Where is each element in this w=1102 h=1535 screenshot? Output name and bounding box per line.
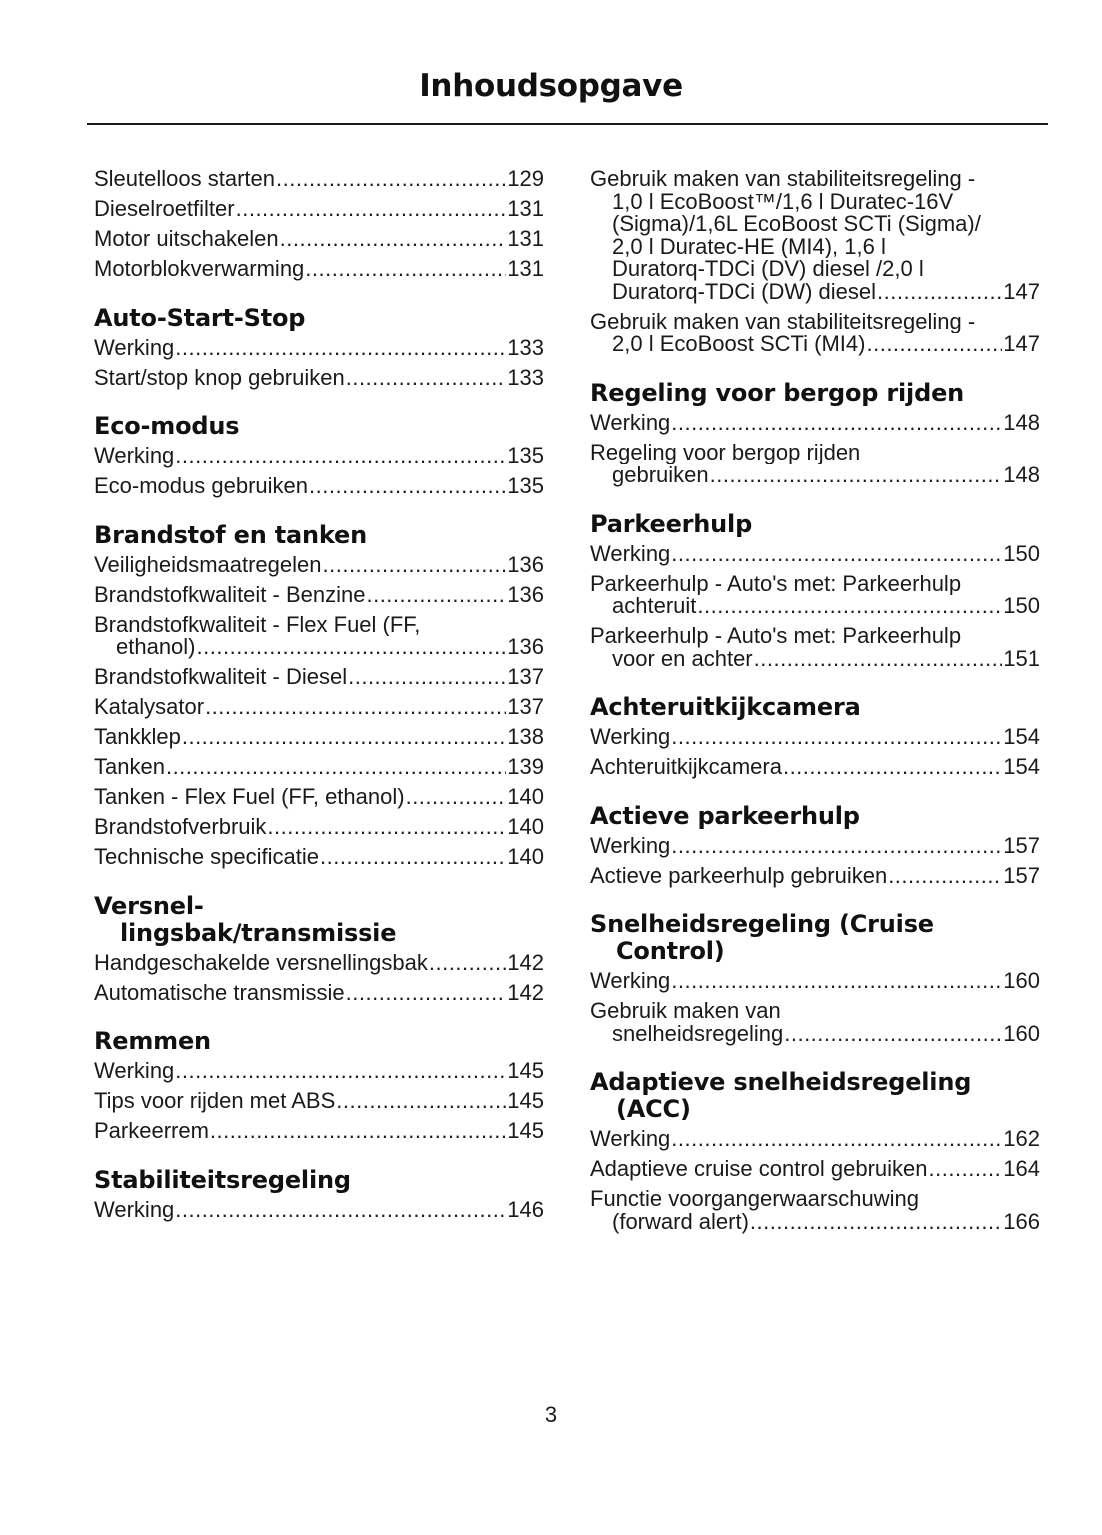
toc-entry-leader-line bbox=[94, 1196, 544, 1222]
toc-entry-leader-line bbox=[94, 1060, 544, 1083]
toc-entry-text: Actieve parkeerhulp gebruiken bbox=[590, 862, 888, 888]
toc-entry[interactable] bbox=[590, 862, 1040, 888]
toc-entry-leader-line bbox=[590, 1208, 1040, 1234]
toc-entry[interactable] bbox=[94, 786, 544, 809]
toc-entry[interactable] bbox=[590, 832, 1040, 858]
toc-entry-text: Werking bbox=[590, 540, 671, 566]
toc-entry-text: Werking bbox=[590, 1126, 671, 1151]
toc-entry-leader-line bbox=[590, 595, 1040, 618]
toc-entry-text: ethanol) bbox=[116, 634, 196, 659]
toc-entry[interactable] bbox=[590, 1000, 1040, 1045]
toc-entry-page-number: 142 bbox=[507, 979, 544, 1005]
toc-entry-text: Brandstofkwaliteit - Benzine bbox=[94, 581, 366, 607]
dot-leader bbox=[710, 464, 1003, 487]
toc-entry-page-number: 147 bbox=[1003, 278, 1040, 304]
toc-section-achteruitkijkcamera bbox=[590, 694, 1040, 779]
toc-section-parkeerhulp bbox=[590, 511, 1040, 671]
toc-section-adaptieve-snelheidsregeling-acc bbox=[590, 1069, 1040, 1233]
dot-leader bbox=[429, 952, 506, 975]
dot-leader bbox=[671, 1128, 1002, 1151]
toc-entry-text: Katalysator bbox=[94, 694, 205, 719]
toc-entry-text: Werking bbox=[590, 968, 671, 993]
toc-entry-leader-line bbox=[94, 364, 544, 390]
toc-entry-page-number: 147 bbox=[1003, 331, 1040, 356]
toc-entry-leader-line bbox=[94, 726, 544, 749]
toc-entry-leader-line bbox=[94, 786, 544, 809]
toc-entry-text: Veiligheidsmaatregelen bbox=[94, 551, 322, 577]
dot-leader bbox=[697, 595, 1002, 618]
dot-leader bbox=[783, 756, 1002, 779]
toc-entry-text: Eco-modus gebruiken bbox=[94, 473, 309, 498]
toc-section-regeling-voor-bergop-rijden bbox=[590, 380, 1040, 487]
toc-section-stabiliteitsregeling bbox=[94, 1167, 544, 1222]
dot-leader bbox=[671, 835, 1002, 858]
dot-leader bbox=[866, 333, 1002, 356]
toc-entry[interactable] bbox=[590, 1128, 1040, 1151]
toc-entry-leader-line bbox=[94, 198, 544, 221]
toc-entry-leader-line bbox=[94, 1120, 544, 1143]
toc-entry-page-number: 145 bbox=[507, 1118, 544, 1143]
dot-leader bbox=[309, 475, 506, 498]
toc-entry[interactable] bbox=[590, 726, 1040, 749]
dot-leader bbox=[166, 756, 506, 779]
toc-entry-leader-line bbox=[94, 636, 544, 659]
toc-entry[interactable] bbox=[94, 258, 544, 281]
toc-entry-text: Tanken bbox=[94, 754, 165, 779]
toc-entry-text: Brandstofkwaliteit - Flex Fuel (FF, bbox=[94, 613, 421, 636]
section-heading bbox=[94, 305, 544, 332]
dot-leader bbox=[175, 1199, 506, 1222]
toc-entry-text: Tankklep bbox=[94, 724, 181, 749]
section-heading-line: Brandstof en tanken bbox=[94, 520, 367, 549]
toc-entry-page-number: 140 bbox=[507, 814, 544, 839]
section-heading bbox=[590, 380, 1040, 407]
toc-entry-text: 2,0 l Duratec-HE (MI4), 1,6 l bbox=[612, 235, 886, 258]
section-heading-line: Snelheidsregeling (Cruise bbox=[590, 910, 934, 938]
section-heading-line: Eco-modus bbox=[94, 412, 240, 440]
toc-entry-page-number: 133 bbox=[507, 334, 544, 360]
dot-leader bbox=[750, 1211, 1002, 1234]
toc-entry-page-number: 154 bbox=[1003, 724, 1040, 749]
toc-entry-text: 1,0 l EcoBoost™/1,6 l Duratec-16V bbox=[612, 190, 954, 213]
toc-entry-leader-line bbox=[590, 1020, 1040, 1046]
toc-entry-leader-line bbox=[590, 756, 1040, 779]
toc-entry-text: Brandstofverbruik bbox=[94, 814, 267, 839]
toc-entry-text: voor en achter bbox=[612, 645, 753, 671]
toc-entry-text: Regeling voor bergop rijden bbox=[590, 441, 861, 464]
toc-section-actieve-parkeerhulp bbox=[590, 803, 1040, 888]
toc-entry-page-number: 135 bbox=[507, 473, 544, 498]
dot-leader bbox=[267, 816, 506, 839]
dot-leader bbox=[406, 786, 507, 809]
toc-entry[interactable] bbox=[94, 198, 544, 221]
toc-entry[interactable] bbox=[94, 756, 544, 779]
toc-entry-page-number: 139 bbox=[507, 754, 544, 779]
dot-leader bbox=[877, 281, 1002, 304]
toc-entry-page-number: 131 bbox=[507, 256, 544, 281]
toc-entry[interactable] bbox=[94, 696, 544, 719]
section-heading-line: Versnel- bbox=[94, 891, 204, 920]
dot-leader bbox=[348, 666, 506, 689]
toc-entry-text: Werking bbox=[94, 334, 175, 360]
toc-entry-page-number: 154 bbox=[1003, 754, 1040, 779]
toc-entry-page-number: 160 bbox=[1003, 1020, 1040, 1046]
toc-entry[interactable] bbox=[590, 970, 1040, 993]
section-heading bbox=[590, 803, 1040, 830]
toc-entry-text: Werking bbox=[590, 409, 671, 435]
section-heading-line: Remmen bbox=[94, 1027, 211, 1055]
toc-entry[interactable] bbox=[590, 573, 1040, 618]
dot-leader bbox=[236, 198, 507, 221]
toc-entry-page-number: 140 bbox=[507, 844, 544, 869]
toc-entry-leader-line bbox=[590, 409, 1040, 435]
section-heading-line: lingsbak/transmissie bbox=[120, 918, 397, 947]
toc-entry-leader-line bbox=[590, 1128, 1040, 1151]
toc-entry-text: Tanken - Flex Fuel (FF, ethanol) bbox=[94, 784, 405, 809]
dot-leader bbox=[671, 543, 1002, 566]
toc-entry[interactable] bbox=[590, 756, 1040, 779]
toc-entry-leader-line bbox=[94, 1090, 544, 1113]
toc-section-auto-start-stop bbox=[94, 305, 544, 390]
toc-section-intro bbox=[94, 168, 544, 281]
toc-entry[interactable] bbox=[94, 666, 544, 689]
section-heading bbox=[94, 413, 544, 440]
toc-entry-text: Dieselroetfilter bbox=[94, 196, 235, 221]
toc-entry-leader-line bbox=[590, 1158, 1040, 1181]
toc-entry[interactable] bbox=[590, 442, 1040, 487]
section-heading-line: (ACC) bbox=[616, 1095, 691, 1123]
toc-entry-text: Functie voorgangerwaarschuwing bbox=[590, 1188, 919, 1211]
toc-entry[interactable] bbox=[94, 445, 544, 468]
dot-leader bbox=[336, 1090, 506, 1113]
toc-entry[interactable] bbox=[94, 1090, 544, 1113]
toc-entry[interactable] bbox=[590, 168, 1040, 303]
toc-entry-leader-line bbox=[590, 464, 1040, 487]
section-heading-line: Actieve parkeerhulp bbox=[590, 801, 860, 830]
toc-entry[interactable] bbox=[94, 228, 544, 251]
toc-entry-leader-line bbox=[94, 979, 544, 1005]
toc-entry-page-number: 137 bbox=[507, 694, 544, 719]
toc-entry[interactable] bbox=[94, 551, 544, 577]
toc-entry-page-number: 136 bbox=[507, 551, 544, 577]
section-heading-line: Stabiliteitsregeling bbox=[94, 1165, 351, 1194]
toc-entry-text: snelheidsregeling bbox=[612, 1020, 784, 1046]
toc-entry-text: Tips voor rijden met ABS bbox=[94, 1088, 336, 1113]
toc-entry[interactable] bbox=[94, 1120, 544, 1143]
toc-entry-page-number: 146 bbox=[507, 1196, 544, 1222]
toc-entry-text: Werking bbox=[94, 1196, 175, 1222]
toc-entry-leader-line bbox=[94, 475, 544, 498]
dot-leader bbox=[671, 412, 1002, 435]
toc-entry-leader-line bbox=[590, 278, 1040, 304]
toc-entry-page-number: 145 bbox=[507, 1058, 544, 1083]
dot-leader bbox=[182, 726, 506, 749]
dot-leader bbox=[929, 1158, 1003, 1181]
toc-entry[interactable] bbox=[94, 1060, 544, 1083]
toc-left-column bbox=[94, 168, 544, 1245]
toc-entry-page-number: 157 bbox=[1003, 832, 1040, 858]
toc-entry[interactable] bbox=[94, 364, 544, 390]
toc-entry-text: Automatische transmissie bbox=[94, 979, 345, 1005]
toc-entry-page-number: 162 bbox=[1003, 1126, 1040, 1151]
dot-leader bbox=[210, 1120, 506, 1143]
toc-entry-page-number: 136 bbox=[507, 581, 544, 607]
toc-entry[interactable] bbox=[94, 475, 544, 498]
section-heading-line: Auto-Start-Stop bbox=[94, 303, 306, 332]
toc-entry-text: Start/stop knop gebruiken bbox=[94, 364, 345, 390]
toc-entry[interactable] bbox=[94, 614, 544, 659]
section-heading-line: Control) bbox=[616, 937, 725, 965]
toc-entry[interactable] bbox=[94, 726, 544, 749]
toc-entry[interactable] bbox=[94, 816, 544, 839]
dot-leader bbox=[346, 982, 507, 1005]
section-heading bbox=[590, 1069, 1040, 1123]
toc-entry-leader-line bbox=[94, 258, 544, 281]
toc-entry-text: gebruiken bbox=[612, 462, 709, 487]
toc-entry-text: Motorblokverwarming bbox=[94, 256, 305, 281]
toc-entry-text: Adaptieve cruise control gebruiken bbox=[590, 1156, 928, 1181]
toc-entry-text: Duratorq-TDCi (DV) diesel /2,0 l bbox=[612, 258, 924, 281]
toc-entry-leader-line bbox=[590, 862, 1040, 888]
dot-leader bbox=[280, 228, 507, 251]
toc-entry-page-number: 157 bbox=[1003, 862, 1040, 888]
section-heading bbox=[94, 1167, 544, 1194]
toc-entry-text: Gebruik maken van stabiliteitsregeling - bbox=[590, 310, 976, 333]
toc-entry-text: Parkeerhulp - Auto's met: Parkeerhulp bbox=[590, 625, 962, 648]
toc-entry[interactable] bbox=[590, 311, 1040, 356]
toc-entry-text: Brandstofkwaliteit - Diesel bbox=[94, 664, 348, 689]
toc-entry-page-number: 131 bbox=[507, 226, 544, 251]
page-number: 3 bbox=[544, 1402, 558, 1427]
toc-section-eco-modus bbox=[94, 413, 544, 498]
section-heading bbox=[94, 522, 544, 549]
toc-entry-page-number: 148 bbox=[1003, 409, 1040, 435]
dot-leader bbox=[276, 168, 506, 191]
dot-leader bbox=[346, 367, 507, 390]
toc-entry-leader-line bbox=[94, 666, 544, 689]
section-heading-line: Achteruitkijkcamera bbox=[590, 693, 861, 721]
toc-entry-page-number: 142 bbox=[507, 949, 544, 975]
toc-entry-text: Achteruitkijkcamera bbox=[590, 754, 782, 779]
toc-entry[interactable] bbox=[590, 409, 1040, 435]
toc-entry-leader-line bbox=[94, 696, 544, 719]
toc-entry-page-number: 138 bbox=[507, 724, 544, 749]
toc-entry[interactable] bbox=[590, 1158, 1040, 1181]
section-heading bbox=[590, 694, 1040, 721]
toc-entry-text: Werking bbox=[590, 724, 671, 749]
toc-entry-text: Technische specificatie bbox=[94, 844, 320, 869]
toc-entry[interactable] bbox=[94, 1196, 544, 1222]
toc-entry-page-number: 137 bbox=[507, 664, 544, 689]
toc-entry[interactable] bbox=[94, 334, 544, 360]
toc-section-versnel-lingsbak-transmissie bbox=[94, 893, 544, 1005]
section-heading-line: Adaptieve snelheidsregeling bbox=[590, 1068, 972, 1096]
toc-entry-text: Sleutelloos starten bbox=[94, 166, 275, 191]
toc-entry-text: Werking bbox=[94, 443, 175, 468]
toc-entry-page-number: 129 bbox=[507, 166, 544, 191]
toc-right-column bbox=[590, 168, 1040, 1257]
section-heading bbox=[590, 911, 1040, 965]
toc-entry[interactable] bbox=[94, 949, 544, 975]
dot-leader bbox=[197, 636, 507, 659]
toc-entry-leader-line bbox=[94, 551, 544, 577]
toc-entry-leader-line bbox=[94, 334, 544, 360]
toc-entry-page-number: 166 bbox=[1003, 1208, 1040, 1234]
toc-entry-text: Gebruik maken van bbox=[590, 1000, 781, 1023]
toc-entry-leader-line bbox=[590, 832, 1040, 858]
toc-section-remmen bbox=[94, 1028, 544, 1143]
toc-entry-leader-line bbox=[94, 756, 544, 779]
dot-leader bbox=[305, 258, 506, 281]
toc-entry-text: achteruit bbox=[612, 593, 697, 618]
toc-entry-text: (forward alert) bbox=[612, 1208, 749, 1234]
toc-entry-text: Handgeschakelde versnellingsbak bbox=[94, 949, 428, 975]
toc-entry-leader-line bbox=[590, 333, 1040, 356]
toc-entry-page-number: 135 bbox=[507, 443, 544, 468]
dot-leader bbox=[323, 554, 507, 577]
dot-leader bbox=[175, 337, 506, 360]
dot-leader bbox=[671, 726, 1002, 749]
toc-section-snelheidsregeling-cruise-control bbox=[590, 911, 1040, 1045]
toc-entry-page-number: 160 bbox=[1003, 968, 1040, 993]
toc-entry-leader-line bbox=[94, 846, 544, 869]
section-heading-line: Regeling voor bergop rijden bbox=[590, 378, 965, 407]
section-heading bbox=[94, 893, 544, 947]
toc-entry-leader-line bbox=[94, 949, 544, 975]
toc-entry-leader-line bbox=[94, 816, 544, 839]
toc-entry-text: Werking bbox=[94, 1058, 175, 1083]
dot-leader bbox=[205, 696, 506, 719]
toc-entry-page-number: 131 bbox=[507, 196, 544, 221]
toc-entry[interactable] bbox=[590, 1188, 1040, 1233]
dot-leader bbox=[754, 648, 1003, 671]
toc-entry-page-number: 164 bbox=[1003, 1156, 1040, 1181]
toc-entry-text: Gebruik maken van stabiliteitsregeling - bbox=[590, 168, 976, 191]
toc-entry[interactable] bbox=[94, 846, 544, 869]
toc-entry-page-number: 133 bbox=[507, 364, 544, 390]
toc-entry-page-number: 150 bbox=[1003, 540, 1040, 566]
section-heading-line: Parkeerhulp bbox=[590, 509, 753, 538]
toc-entry-text: (Sigma)/1,6L EcoBoost SCTi (Sigma)/ bbox=[612, 213, 981, 236]
toc-entry-leader-line bbox=[94, 445, 544, 468]
toc-entry-text: Motor uitschakelen bbox=[94, 226, 279, 251]
title-divider bbox=[87, 123, 1048, 125]
toc-entry-leader-line bbox=[590, 970, 1040, 993]
toc-entry[interactable] bbox=[94, 581, 544, 607]
toc-entry-page-number: 150 bbox=[1003, 593, 1040, 618]
toc-entry-leader-line bbox=[94, 168, 544, 191]
toc-entry-text: 2,0 l EcoBoost SCTi (MI4) bbox=[612, 331, 866, 356]
section-heading bbox=[94, 1028, 544, 1055]
toc-entry-leader-line bbox=[94, 581, 544, 607]
toc-entry[interactable] bbox=[590, 540, 1040, 566]
dot-leader bbox=[784, 1023, 1002, 1046]
toc-entry[interactable] bbox=[590, 625, 1040, 670]
section-heading bbox=[590, 511, 1040, 538]
toc-entry-page-number: 145 bbox=[507, 1088, 544, 1113]
toc-entry-page-number: 151 bbox=[1003, 645, 1040, 671]
toc-entry-page-number: 140 bbox=[507, 784, 544, 809]
toc-section-intro bbox=[590, 168, 1040, 356]
toc-entry-text: Parkeerhulp - Auto's met: Parkeerhulp bbox=[590, 572, 962, 595]
dot-leader bbox=[175, 1060, 506, 1083]
toc-entry[interactable] bbox=[94, 168, 544, 191]
toc-entry-leader-line bbox=[94, 228, 544, 251]
toc-entry-leader-line bbox=[590, 645, 1040, 671]
toc-entry-page-number: 148 bbox=[1003, 462, 1040, 487]
toc-entry-text: Werking bbox=[590, 832, 671, 858]
dot-leader bbox=[366, 584, 506, 607]
dot-leader bbox=[175, 445, 506, 468]
toc-entry-leader-line bbox=[590, 540, 1040, 566]
dot-leader bbox=[888, 865, 1002, 888]
toc-section-brandstof-en-tanken bbox=[94, 522, 544, 869]
toc-entry[interactable] bbox=[94, 979, 544, 1005]
dot-leader bbox=[671, 970, 1002, 993]
toc-entry-text: Duratorq-TDCi (DW) diesel bbox=[612, 278, 877, 304]
toc-entry-leader-line bbox=[590, 726, 1040, 749]
toc-entry-page-number: 136 bbox=[507, 634, 544, 659]
page-title: Inhoudsopgave bbox=[419, 68, 683, 104]
dot-leader bbox=[320, 846, 506, 869]
toc-entry-text: Parkeerrem bbox=[94, 1118, 209, 1143]
